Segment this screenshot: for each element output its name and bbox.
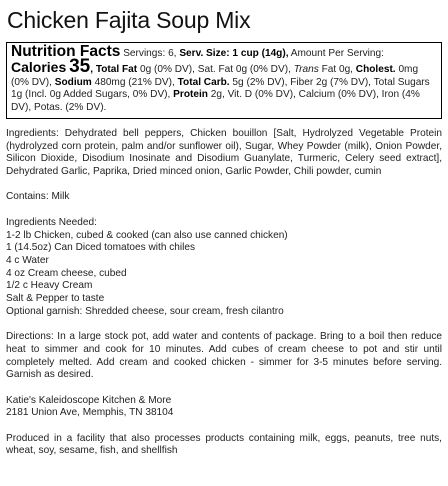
ingredients-text: Ingredients: Dehydrated bell peppers, Chicken bouillon [Salt, Hydrolyzed Vegetable Protein (hydrolyzed corn protein, palm and/or sunflower oil), Sugar, Whey Powder (milk), Onion Powder, Silicon Dioxide, Disodium Inosinate and Disodium Guanylate, Turmeric, Celery seed extract], Dehydrated Garlic, Paprika, Dried minced onion, Garlic Powder, Chili powder, cumin: [6, 127, 442, 178]
list-item: Optional garnish: Shredded cheese, sour cream, fresh cilantro: [6, 305, 284, 317]
directions-text: Directions: In a large stock pot, add water and contents of package. Bring to a boil then reduce heat to simmer and cook for 10 minutes. Add cubes of cream cheese to pot and stir until completely melted. Add cream and cooked chicken - simmer for 3-5 minutes before serving. Garnish as desired.: [6, 331, 442, 381]
sodium-value: 480mg (21% DV),: [94, 76, 175, 88]
total-carb-value: 5g (2% DV), Fiber: [232, 76, 314, 88]
amount-per-serving-label: Serving:: [346, 48, 384, 59]
calories-value: 35: [69, 55, 91, 77]
list-item: Salt & Pepper to taste: [6, 293, 105, 305]
trans-value: Fat 0g,: [321, 63, 353, 75]
trans-label: Trans: [293, 63, 319, 75]
cholesterol-label: Cholest.: [355, 63, 396, 75]
calories-label: Calories: [11, 58, 67, 75]
protein-value: 2g, Vit. D: [210, 89, 253, 101]
company-address: 2181 Union Ave, Memphis, TN 38104: [6, 407, 174, 419]
nutrition-facts-heading: Nutrition Facts: [11, 43, 121, 60]
company-name: Katie's Kaleidoscope Kitchen & More: [6, 394, 172, 406]
contains-text: Contains: Milk: [6, 191, 70, 203]
fiber-sugars-value: 2g (7% DV), Total Sugars 1g (Incl. 0g Added Sugars, 0% DV),: [11, 76, 430, 101]
sodium-label: Sodium: [54, 76, 92, 88]
serving-size: Serv. Size: 1 cup (14g),: [179, 48, 289, 59]
total-fat-value: 0g (0% DV),: [139, 63, 195, 75]
nutrition-facts-box: Nutrition Facts Servings: 6, Serv. Size: 1 cup (14g), Amount Per Serving: Calories 35, Total Fat 0g (0% DV), Sat. Fat 0g (0% DV), Trans Fat 0g, Cholest. 0mg (0% DV), Sodium 480mg (21% DV), Total Carb. 5g (2% DV), Fiber 2g (7% DV), Total Sugars 1g (Incl. 0g Added Sugars, 0% DV), Protein 2g, Vit. D (0% DV), Calcium (0% DV), Iron (4% DV), Potas. (2% DV).: [6, 42, 442, 119]
list-item: 1 (14.5oz) Can Diced tomatoes with chiles: [6, 242, 196, 254]
list-item: 1/2 c Heavy Cream: [6, 280, 93, 292]
servings-text: Servings: 6,: [123, 48, 177, 59]
ingredients-needed-section: [6, 217, 442, 319]
ingredients-needed-heading: Ingredients Needed:: [6, 216, 97, 228]
cholesterol-value: 0mg (0% DV),: [11, 63, 419, 88]
total-fat-label: Total Fat: [95, 63, 138, 75]
list-item: 4 oz Cream cheese, cubed: [6, 267, 127, 279]
amount-per-label: Amount Per: [290, 48, 345, 59]
product-title: Chicken Fajita Soup Mix: [7, 7, 251, 33]
protein-label: Protein: [173, 89, 208, 101]
list-item: 4 c Water: [6, 254, 49, 266]
sat-fat-text: Sat. Fat 0g (0% DV),: [197, 63, 291, 75]
company-info: [6, 395, 442, 420]
list-item: 1-2 lb Chicken, cubed & cooked (can also use canned chicken): [6, 229, 288, 241]
total-carb-label: Total Carb.: [177, 76, 230, 88]
vitamins-minerals-text: (0% DV), Calcium (0% DV), Iron (4% DV), Potas. (2% DV).: [11, 89, 420, 114]
allergen-statement: Produced in a facility that also processes products containing milk, eggs, peanuts, tree nuts, wheat, soy, sesame, fish, and shellfish: [6, 432, 442, 457]
